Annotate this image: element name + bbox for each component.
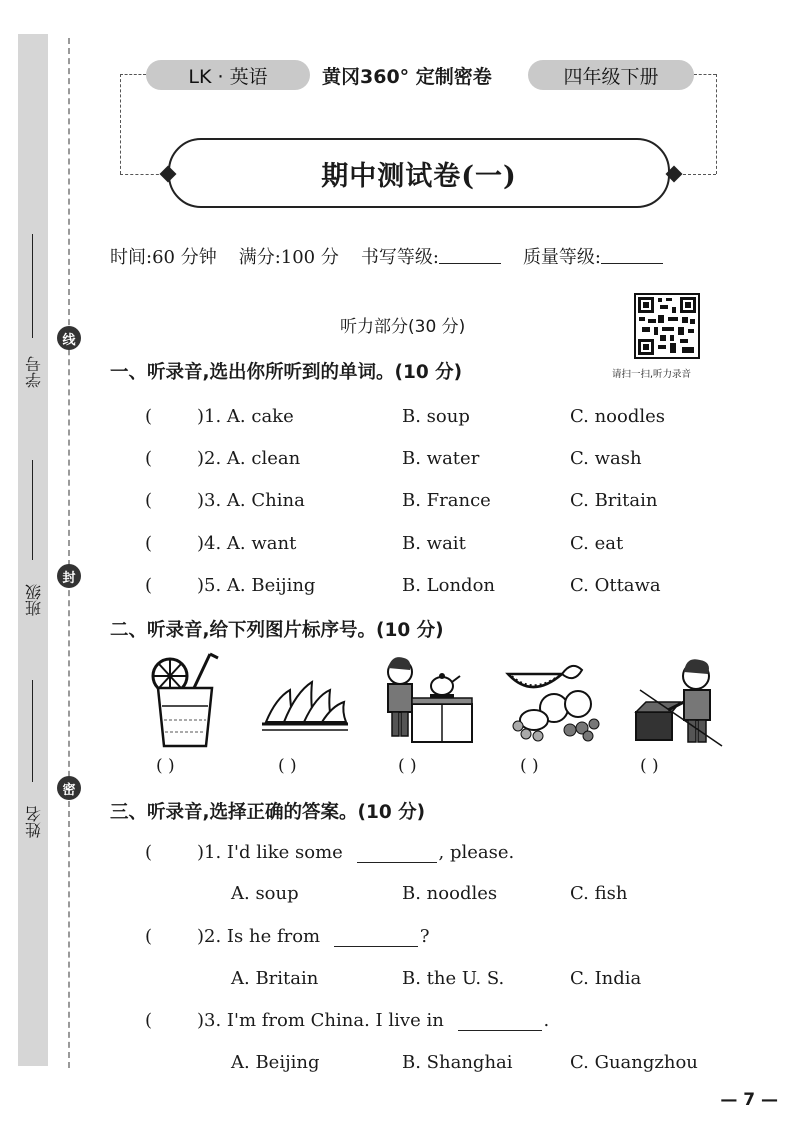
quality-grade-blank[interactable] — [601, 243, 663, 264]
s1-q2-option-a: )2. A. clean — [197, 448, 301, 469]
picture-answer-blank[interactable]: ( ) — [278, 756, 297, 776]
opera-house-picture — [260, 650, 350, 750]
header-frame-bottom-left — [120, 174, 164, 175]
answer-paren[interactable]: ( — [145, 842, 153, 863]
s3-q3-option-a: A. Beijing — [231, 1052, 320, 1073]
qr-note: 请扫一扫,听力录音 — [612, 369, 692, 380]
s3-q1-text: )1. I'd like some — [197, 842, 343, 863]
s1-q1-option-a: )1. A. cake — [197, 406, 294, 427]
writing-grade-label: 书写等级: — [360, 247, 439, 268]
score-info: 满分:100 分 — [238, 247, 339, 268]
s3-q1-tail: , please. — [438, 842, 515, 863]
answer-paren[interactable]: ( — [145, 1010, 153, 1031]
s3-q2-question — [197, 926, 430, 947]
boy-cutting-picture — [632, 650, 726, 750]
student-id-label: 学号 — [24, 356, 44, 388]
answer-paren[interactable]: ( — [145, 926, 153, 947]
s3-q2-blank[interactable] — [334, 928, 418, 947]
grade-pill: 四年级下册 — [528, 60, 694, 90]
s3-q2-tail: ? — [419, 926, 430, 947]
s1-q5-option-c: C. Ottawa — [570, 575, 661, 596]
seal-xian: 线 — [57, 326, 81, 350]
picture-answer-blank[interactable]: ( ) — [398, 756, 417, 776]
cut-line — [68, 38, 70, 1068]
s3-q3-blank[interactable] — [458, 1012, 542, 1031]
section1-title: 一、听录音,选出你所听到的单词。(10 分) — [110, 362, 463, 383]
exam-info — [110, 243, 663, 269]
s1-q4-option-b: B. wait — [402, 533, 466, 554]
page-title: 期中测试卷(一) — [168, 138, 670, 208]
header-frame-right — [716, 74, 717, 174]
s3-q3-option-c: C. Guangzhou — [570, 1052, 698, 1073]
binding-margin — [18, 34, 48, 1066]
s1-q5-option-a: )5. A. Beijing — [197, 575, 316, 596]
s1-q3-option-c: C. Britain — [570, 490, 658, 511]
page-number: — 7 — — [720, 1090, 778, 1110]
picture-answer-blank[interactable]: ( ) — [520, 756, 539, 776]
boy-cooking-picture — [380, 650, 474, 750]
s3-q1-blank[interactable] — [357, 844, 437, 863]
s1-q2-option-c: C. wash — [570, 448, 642, 469]
s3-q3-question — [197, 1010, 549, 1031]
header-frame-bottom-right — [678, 174, 716, 175]
class-line[interactable] — [32, 460, 33, 560]
s1-q1-option-b: B. soup — [402, 406, 470, 427]
s1-q1-option-c: C. noodles — [570, 406, 666, 427]
qr-code-icon[interactable] — [634, 293, 700, 359]
header-frame-top-left — [120, 74, 146, 75]
s3-q2-option-a: A. Britain — [231, 968, 319, 989]
class-label: 班级 — [24, 584, 44, 616]
s3-q3-text: )3. I'm from China. I live in — [197, 1010, 444, 1031]
name-line[interactable] — [32, 680, 33, 782]
s1-q3-option-a: )3. A. China — [197, 490, 305, 511]
answer-paren[interactable]: ( — [145, 490, 153, 511]
s3-q2-text: )2. Is he from — [197, 926, 321, 947]
s1-q5-option-b: B. London — [402, 575, 496, 596]
section3-title: 三、听录音,选择正确的答案。(10 分) — [110, 802, 426, 823]
picture-answer-blank[interactable]: ( ) — [640, 756, 659, 776]
header-frame-top-right — [694, 74, 716, 75]
time-info: 时间:60 分钟 — [110, 247, 217, 268]
s3-q3-option-b: B. Shanghai — [402, 1052, 513, 1073]
s3-q1-question — [197, 842, 514, 863]
picture-answer-blank[interactable]: ( ) — [156, 756, 175, 776]
s1-q2-option-b: B. water — [402, 448, 480, 469]
s3-q1-option-c: C. fish — [570, 883, 628, 904]
quality-grade-label: 质量等级: — [522, 247, 602, 268]
s3-q1-option-b: B. noodles — [402, 883, 498, 904]
name-label: 姓名 — [24, 806, 44, 838]
header-frame-left — [120, 74, 121, 174]
seal-feng: 封 — [57, 564, 81, 588]
subject-pill: LK · 英语 — [146, 60, 310, 90]
answer-paren[interactable]: ( — [145, 406, 153, 427]
seal-mi: 密 — [57, 776, 81, 800]
s3-q1-option-a: A. soup — [231, 883, 299, 904]
answer-paren[interactable]: ( — [145, 448, 153, 469]
s1-q3-option-b: B. France — [402, 490, 491, 511]
section2-title: 二、听录音,给下列图片标序号。(10 分) — [110, 620, 444, 641]
s1-q4-option-c: C. eat — [570, 533, 624, 554]
writing-grade-blank[interactable] — [439, 243, 501, 264]
answer-paren[interactable]: ( — [145, 575, 153, 596]
s3-q2-option-c: C. India — [570, 968, 642, 989]
s3-q3-tail: . — [543, 1010, 550, 1031]
answer-paren[interactable]: ( — [145, 533, 153, 554]
s1-q4-option-a: )4. A. want — [197, 533, 297, 554]
fruits-picture — [502, 650, 602, 750]
student-id-line[interactable] — [32, 234, 33, 338]
drink-picture — [148, 650, 222, 750]
brand-text: 黄冈360° 定制密卷 — [322, 66, 492, 88]
listening-part-title: 听力部分(30 分) — [340, 317, 466, 337]
s3-q2-option-b: B. the U. S. — [402, 968, 505, 989]
